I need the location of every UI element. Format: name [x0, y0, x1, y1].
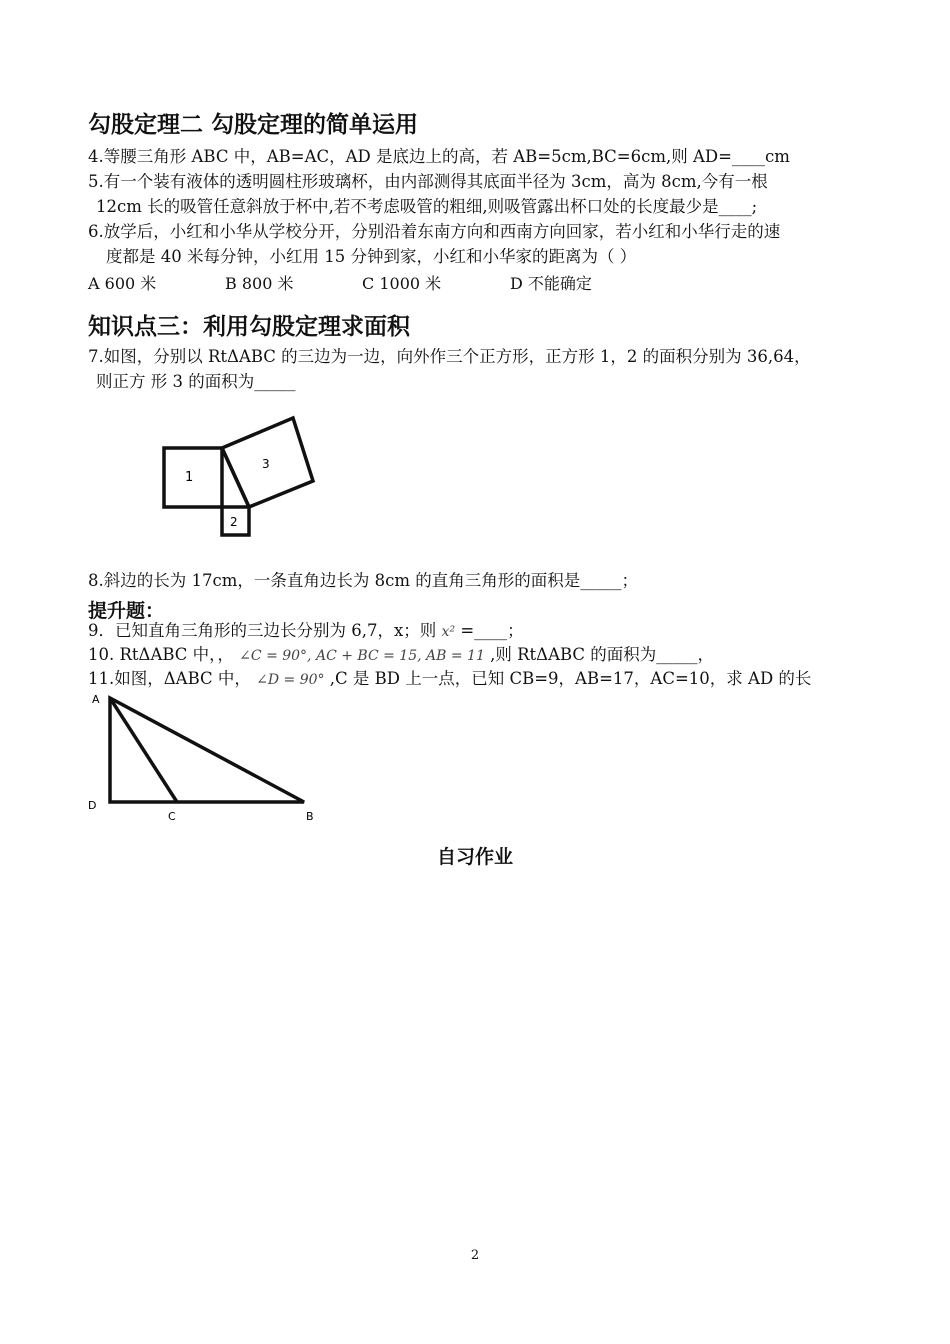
- question-9-text: 9．已知直角三角形的三边长分别为 6,7，x；则: [88, 621, 437, 640]
- vertex-a-label: A: [92, 693, 100, 706]
- option-a: A 600 米: [88, 274, 157, 293]
- option-d: D 不能确定: [510, 274, 592, 293]
- vertex-d-label: D: [88, 799, 97, 812]
- question-7-line-1: 7.如图，分别以 RtΔABC 的三边为一边，向外作三个正方形，正方形 1，2 的面积分别为 36,64，: [88, 347, 811, 366]
- square-2-label: 2: [230, 515, 238, 529]
- advanced-title: 提升题：: [88, 600, 165, 622]
- question-10-formula: ∠C = 90°, AC + BC = 15, AB = 11: [239, 648, 485, 664]
- question-6-line-2: 度都是 40 米每分钟，小红用 15 分钟到家，小红和小华家的距离为（ ）: [106, 247, 637, 266]
- question-10-blank: ,则 RtΔABC 的面积为_____，: [490, 645, 715, 664]
- option-c: C 1000 米: [362, 274, 442, 293]
- question-7-line-2: 则正方 形 3 的面积为_____: [96, 372, 296, 391]
- triangle-figure: [84, 688, 324, 828]
- question-6-line-1: 6.放学后，小红和小华从学校分开，分别沿着东南方向和西南方向回家，若小红和小华行走的速: [88, 222, 781, 241]
- section-title-area: 知识点三：利用勾股定理求面积: [88, 314, 410, 340]
- question-10-text: 10. RtΔABC 中，，: [88, 645, 234, 664]
- question-11-rest: ,C 是 BD 上一点，已知 CB=9，AB=17，AC=10，求 AD 的长: [329, 669, 812, 688]
- square-1-label: 1: [185, 470, 194, 485]
- question-9: [88, 620, 524, 643]
- page-number: 2: [470, 1248, 480, 1263]
- question-4: 4.等腰三角形 ABC 中，AB=AC，AD 是底边上的高，若 AB=5cm,BC=6cm,则 AD=____cm: [88, 147, 790, 166]
- question-8: 8.斜边的长为 17cm，一条直角边长为 8cm 的直角三角形的面积是_____；: [88, 571, 638, 590]
- question-10: [88, 644, 714, 667]
- triangle-hypotenuse: [222, 448, 249, 507]
- squares-figure: [150, 405, 330, 545]
- square-3-label: 3: [262, 457, 270, 471]
- homework-title: 自习作业: [436, 846, 513, 868]
- question-9-formula: x²: [441, 624, 456, 640]
- question-11-text: 11.如图，ΔABC 中，: [88, 669, 251, 688]
- question-5-line-1: 5.有一个装有液体的透明圆柱形玻璃杯，由内部测得其底面半径为 3cm，高为 8cm,今有一根: [88, 172, 768, 191]
- segment-ac: [110, 698, 177, 802]
- section-title-pythagorean-application: 勾股定理二 勾股定理的简单运用: [88, 112, 419, 138]
- question-9-blank: =____；: [460, 621, 524, 640]
- triangle-abd: [110, 698, 304, 802]
- vertex-b-label: B: [306, 810, 314, 823]
- option-b: B 800 米: [225, 274, 294, 293]
- question-5-line-2: 12cm 长的吸管任意斜放于杯中,若不考虑吸管的粗细,则吸管露出杯口处的长度最少是____;: [96, 197, 758, 216]
- vertex-c-label: C: [168, 810, 176, 823]
- question-11-formula: ∠D = 90°: [256, 672, 325, 688]
